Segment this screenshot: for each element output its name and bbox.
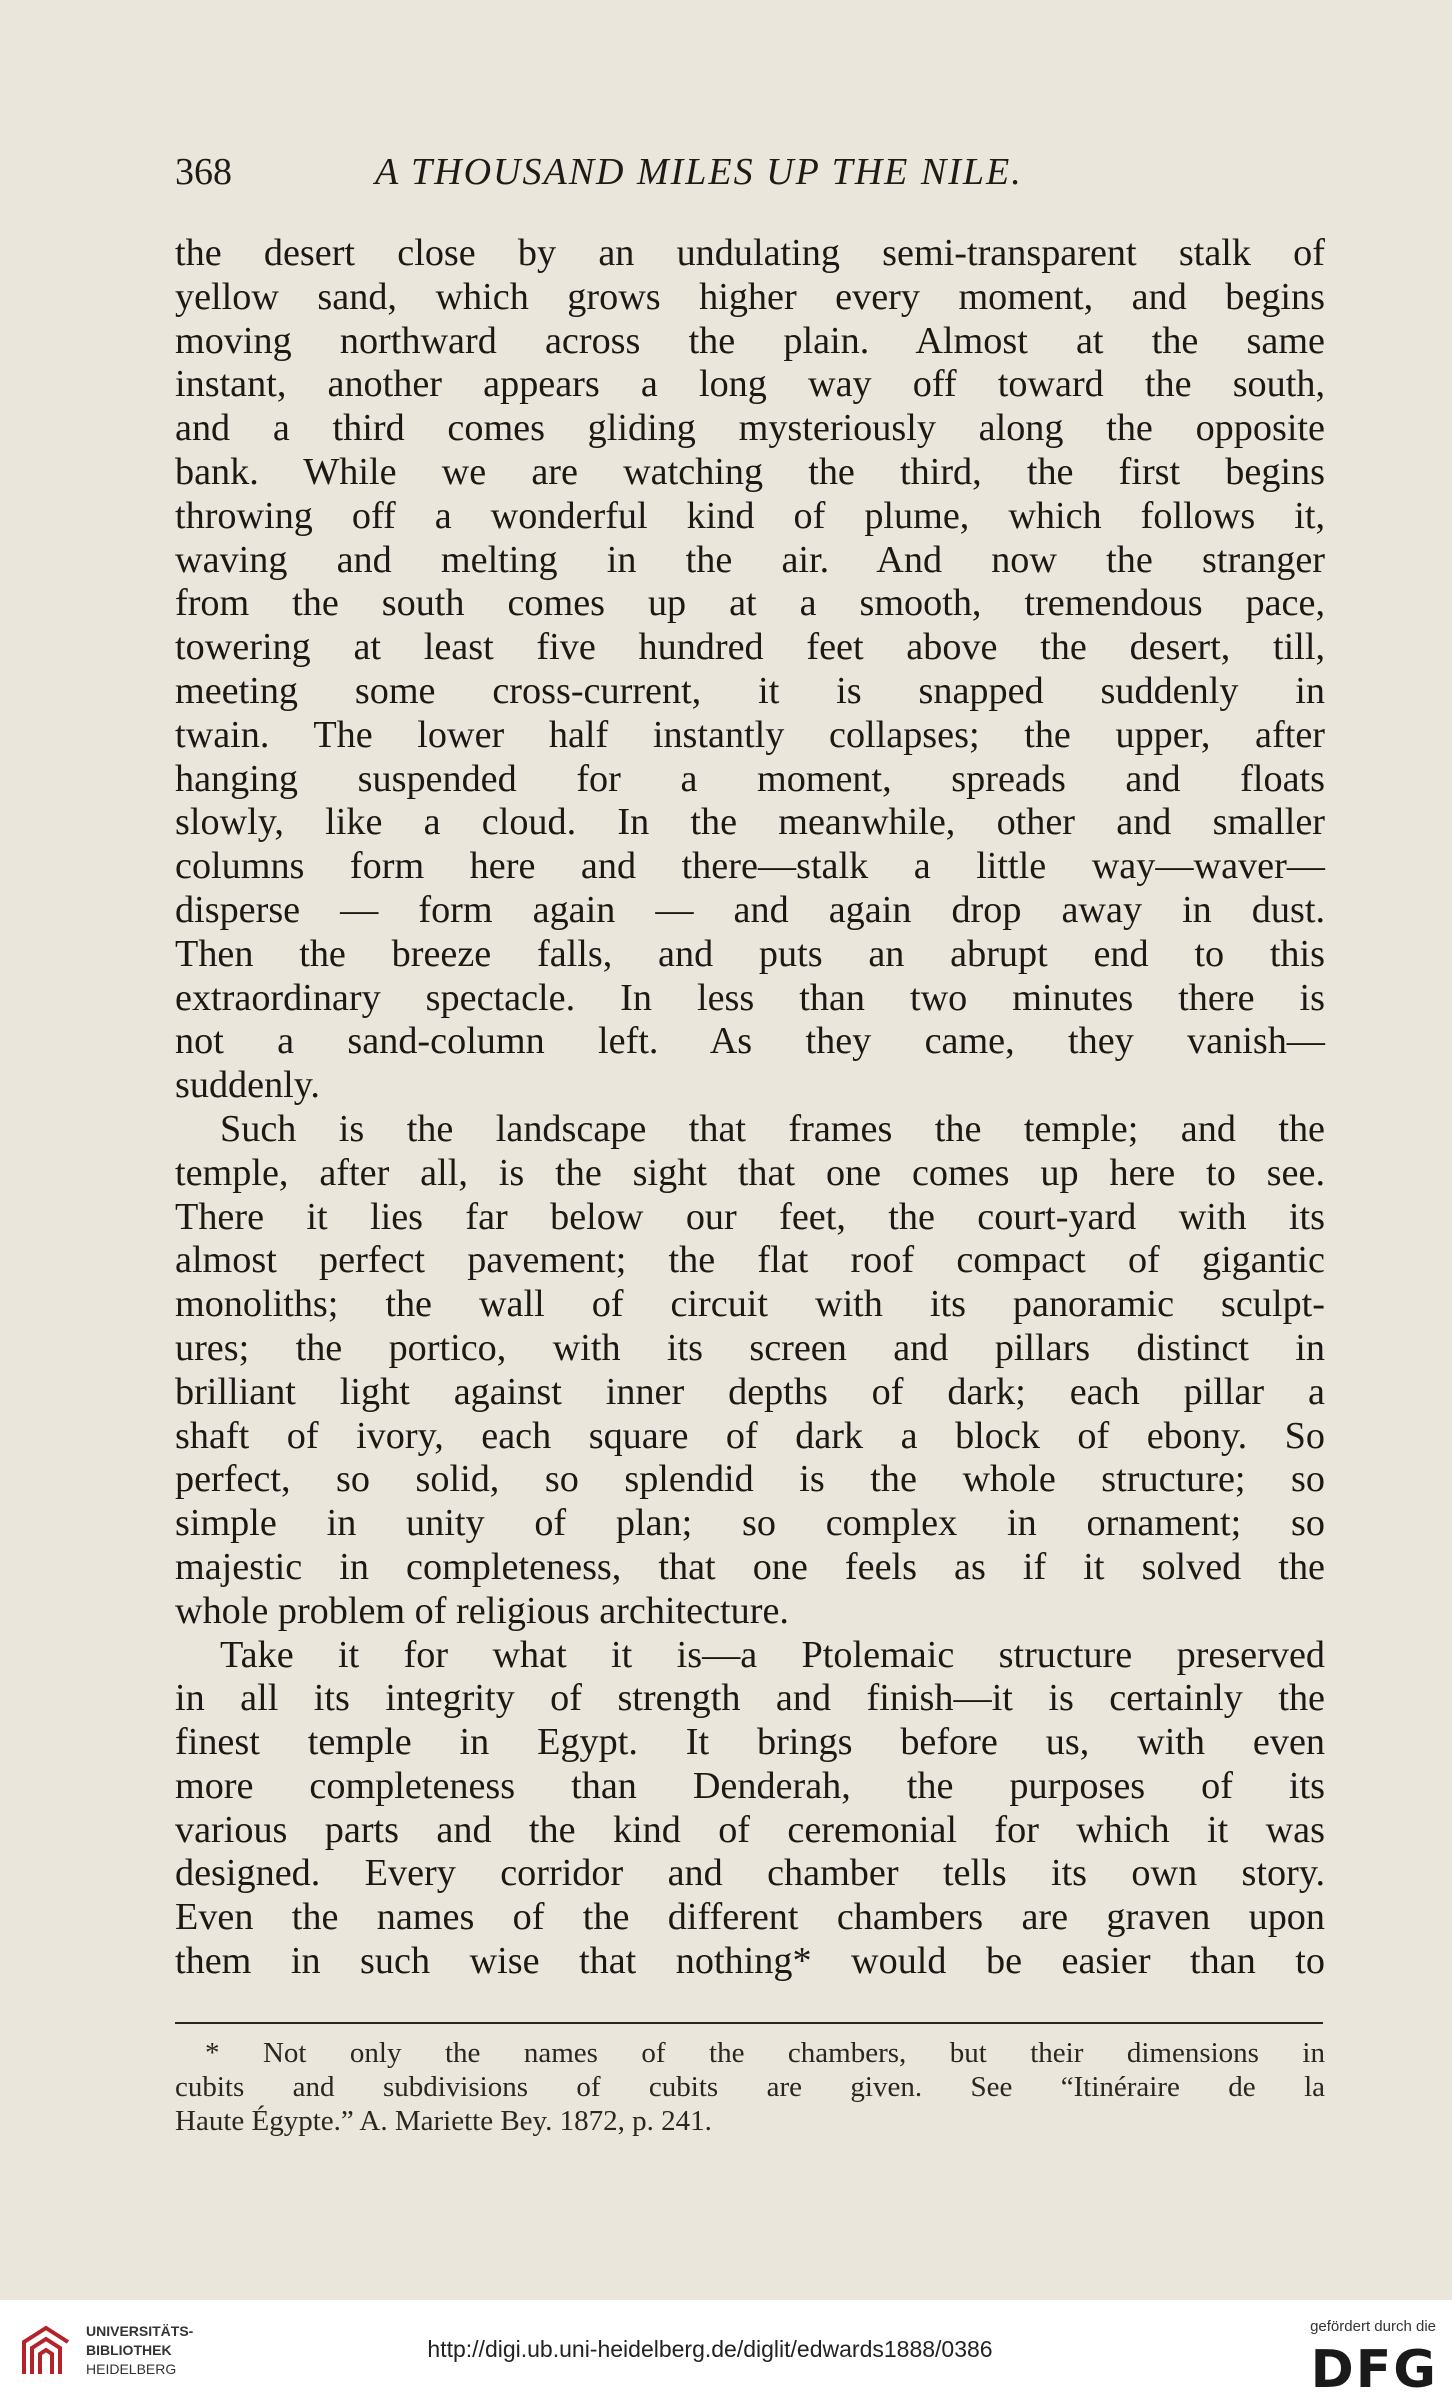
text-line: designed. Every corridor and chamber tells its own story. (175, 1852, 1325, 1895)
text-line: shaft of ivory, each square of dark a block of ebony. So (175, 1414, 1325, 1457)
text-line: twain. The lower half instantly collapses; the upper, after (175, 713, 1325, 756)
text-line: There it lies far below our feet, the court-yard with its (175, 1195, 1325, 1238)
text-line: the desert close by an undulating semi-transparent stalk of (175, 232, 1325, 274)
text-line: perfect, so solid, so splendid is the whole structure; so (175, 1458, 1325, 1501)
footnote (175, 2036, 1325, 2138)
text-line: slowly, like a cloud. In the meanwhile, other and smaller (175, 801, 1325, 844)
text-line: columns form here and there—stalk a little way—waver— (175, 845, 1325, 888)
dfg-logo: DFG (1310, 2340, 1438, 2400)
text-line: brilliant light against inner depths of dark; each pillar a (175, 1370, 1325, 1413)
university-library-logo (16, 2322, 76, 2382)
text-line: simple in unity of plan; so complex in ornament; so (175, 1502, 1325, 1545)
footnote-line: cubits and subdivisions of cubits are given. See “Itinéraire de la (175, 2071, 1325, 2103)
text-line: and a third comes gliding mysteriously along the opposite (175, 407, 1325, 450)
footnote-line: * Not only the names of the chambers, but their dimensions in (205, 2037, 1325, 2069)
text-line: moving northward across the plain. Almost at the same (175, 319, 1325, 362)
text-line: ures; the portico, with its screen and pillars distinct in (175, 1326, 1325, 1369)
text-line: instant, another appears a long way off toward the south, (175, 363, 1325, 406)
text-line: suddenly. (175, 1064, 320, 1107)
text-line: disperse — form again — and again drop away in dust. (175, 888, 1325, 931)
text-line: from the south comes up at a smooth, tremendous pace, (175, 582, 1325, 625)
text-line: waving and melting in the air. And now the stranger (175, 538, 1325, 581)
text-line: in all its integrity of strength and finish—it is certainly the (175, 1677, 1325, 1720)
footnote-line: Haute Égypte.” A. Mariette Bey. 1872, p. 241. (175, 2105, 712, 2137)
text-line: throwing off a wonderful kind of plume, which follows it, (175, 494, 1325, 537)
text-line: Even the names of the different chambers are graven upon (175, 1896, 1325, 1939)
text-line: more completeness than Denderah, the purposes of its (175, 1764, 1325, 1807)
text-line: bank. While we are watching the third, the first begins (175, 450, 1325, 493)
page-number: 368 (175, 151, 232, 193)
text-line: whole problem of religious architecture. (175, 1589, 789, 1632)
viewer-footer (0, 2300, 1452, 2407)
funded-by-label: gefördert durch die (1310, 2318, 1436, 2335)
text-line: them in such wise that nothing* would be easier than to (175, 1940, 1325, 1983)
running-title: A THOUSAND MILES UP THE NILE. (375, 151, 1023, 193)
footnote-rule (175, 2022, 1323, 2024)
text-line: extraordinary spectacle. In less than two minutes there is (175, 976, 1325, 1019)
text-line: Such is the landscape that frames the temple; and the (220, 1107, 1325, 1150)
library-name-line3: HEIDELBERG (86, 2361, 177, 2377)
text-line: Then the breeze falls, and puts an abrupt end to this (175, 932, 1325, 975)
body-text (175, 232, 1325, 1984)
text-line: towering at least five hundred feet above the desert, till, (175, 626, 1325, 669)
text-line: various parts and the kind of ceremonial for which it was (175, 1808, 1325, 1851)
text-line: yellow sand, which grows higher every moment, and begins (175, 275, 1325, 318)
text-line: meeting some cross-current, it is snapped suddenly in (175, 669, 1325, 712)
text-line: almost perfect pavement; the flat roof compact of gigantic (175, 1239, 1325, 1282)
permalink-url[interactable]: http://digi.ub.uni-heidelberg.de/diglit/edwards1888/0386 (427, 2336, 993, 2362)
text-line: temple, after all, is the sight that one comes up here to see. (175, 1151, 1325, 1194)
text-line: majestic in completeness, that one feels as if it solved the (175, 1545, 1325, 1588)
library-name-line1: UNIVERSITÄTS- (86, 2323, 194, 2339)
library-name (86, 2322, 193, 2379)
text-line: monoliths; the wall of circuit with its panoramic sculpt- (175, 1283, 1325, 1326)
text-line: not a sand-column left. As they came, they vanish— (175, 1020, 1325, 1063)
text-line: hanging suspended for a moment, spreads and floats (175, 757, 1325, 800)
text-line: finest temple in Egypt. It brings before us, with even (175, 1721, 1325, 1764)
library-name-line2: BIBLIOTHEK (86, 2342, 172, 2358)
text-line: Take it for what it is—a Ptolemaic structure preserved (220, 1633, 1325, 1676)
